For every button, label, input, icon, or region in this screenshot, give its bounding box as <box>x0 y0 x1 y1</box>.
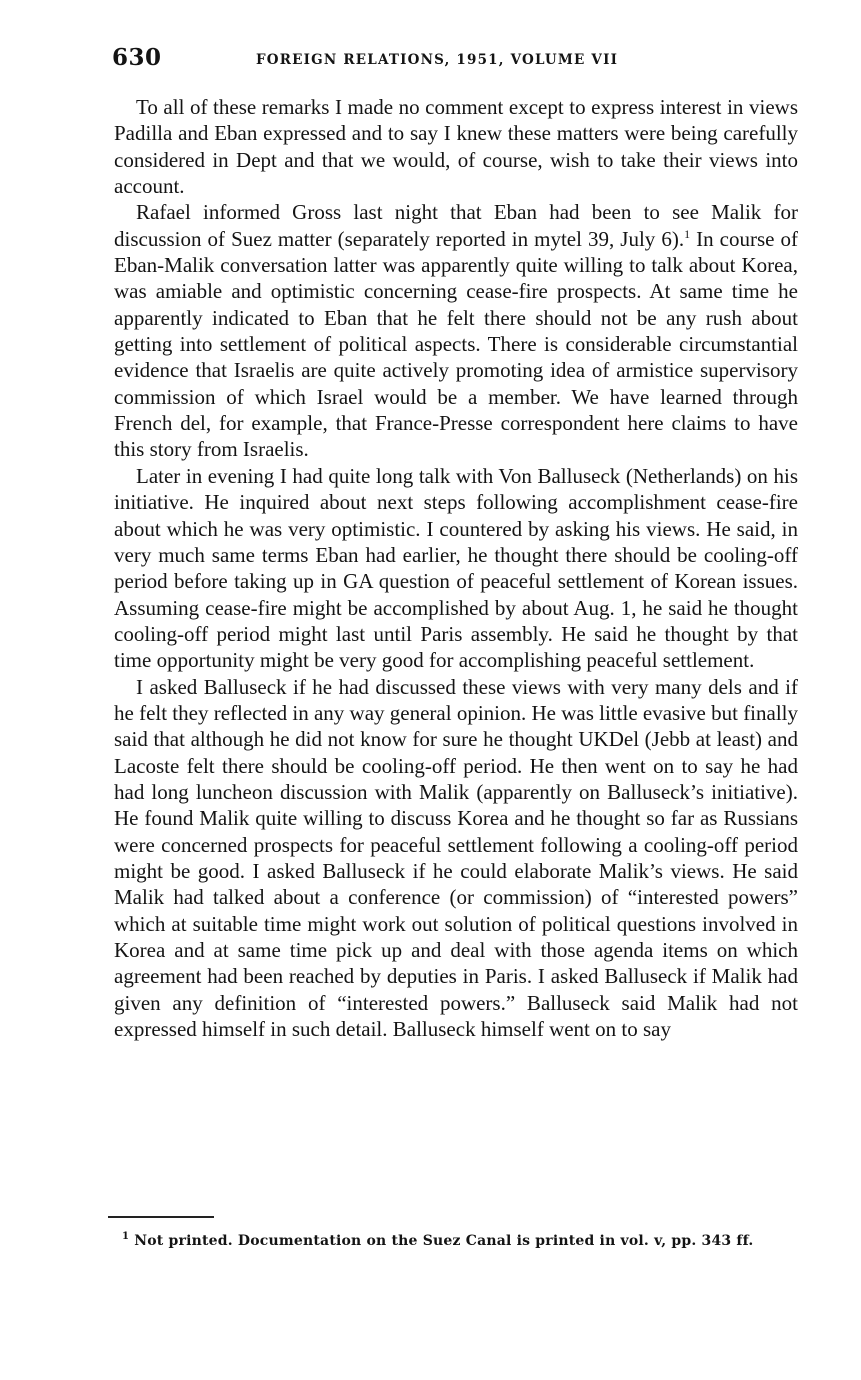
paragraph: I asked Balluseck if he had discussed these views with very many dels and if he felt they reflected in any way general opinion. He was little evasive but finally said that although he did not know for sure he thought UKDel (Jebb at least) and Lacoste felt there should be cooling-off period. He then went on to say he had had long luncheon discussion with Malik (apparently on Balluseck’s initiative). He found Malik quite willing to discuss Korea and he thought so far as Russians were concerned prospects for peaceful settlement following a cooling-off period might be good. I asked Balluseck if he could elaborate Malik’s views. He said Malik had talked about a conference (or commission) of “interested powers” which at suitable time might work out solution of political questions involved in Korea and at same time pick up and deal with those agenda items on which agreement had been reached by deputies in Paris. I asked Balluseck if Malik had given any definition of “interested powers.” Balluseck said Malik had not expressed himself in such detail. Balluseck himself went on to say <box>114 674 799 1042</box>
paragraph-text: Rafael informed Gross last night that Eban had been to see Malik for discussion of Suez matter (separately reported in mytel 39, July 6). <box>114 200 798 251</box>
footnote-marker: 1 <box>122 1231 130 1242</box>
footnote <box>122 1233 802 1249</box>
footnote-text: Not printed. Documentation on the Suez Canal is printed in vol. v, pp. 343 ff. <box>134 1233 754 1249</box>
running-head: FOREIGN RELATIONS, 1951, VOLUME VII <box>256 52 619 68</box>
paragraph: To all of these remarks I made no comment except to express interest in views Padilla and Eban expressed and to say I knew these matters were being carefully considered in Dept and that we would, of course, wish to take their views into account. <box>114 95 798 199</box>
paragraph: Later in evening I had quite long talk with Von Balluseck (Netherlands) on his initiative. He inquired about next steps following accomplishment cease-fire about which he was very optimistic. I countered by asking his views. He said, in very much same terms Eban had earlier, he thought there should be cooling-off period before taking up in GA question of peaceful settlement of Korean issues. Assuming cease-fire might be accomplished by about Aug. 1, he said he thought cooling-off period might last until Paris assembly. He said he thought by that time opportunity might be very good for accomplishing peaceful settlement. <box>114 463 798 673</box>
footnote-reference: 1 <box>684 226 691 241</box>
paragraph-text: In course of Eban-Malik conversation latter was apparently quite willing to talk about Korea, was amiable and optimistic concerning cease-fire prospects. At same time he apparently indicated to Eban that he felt there should not be any rush about getting into settlement of political aspects. There is considerable circumstantial evidence that Israelis are quite actively promoting idea of armistice supervisory commission of which Israel would be a member. We have learned through French del, for example, that France-Presse correspondent here claims to have this story from Israelis. <box>114 226 798 462</box>
page-number: 630 <box>112 44 162 71</box>
paragraph <box>114 199 798 462</box>
footnote-divider <box>108 1216 214 1218</box>
body-text <box>114 94 798 1042</box>
